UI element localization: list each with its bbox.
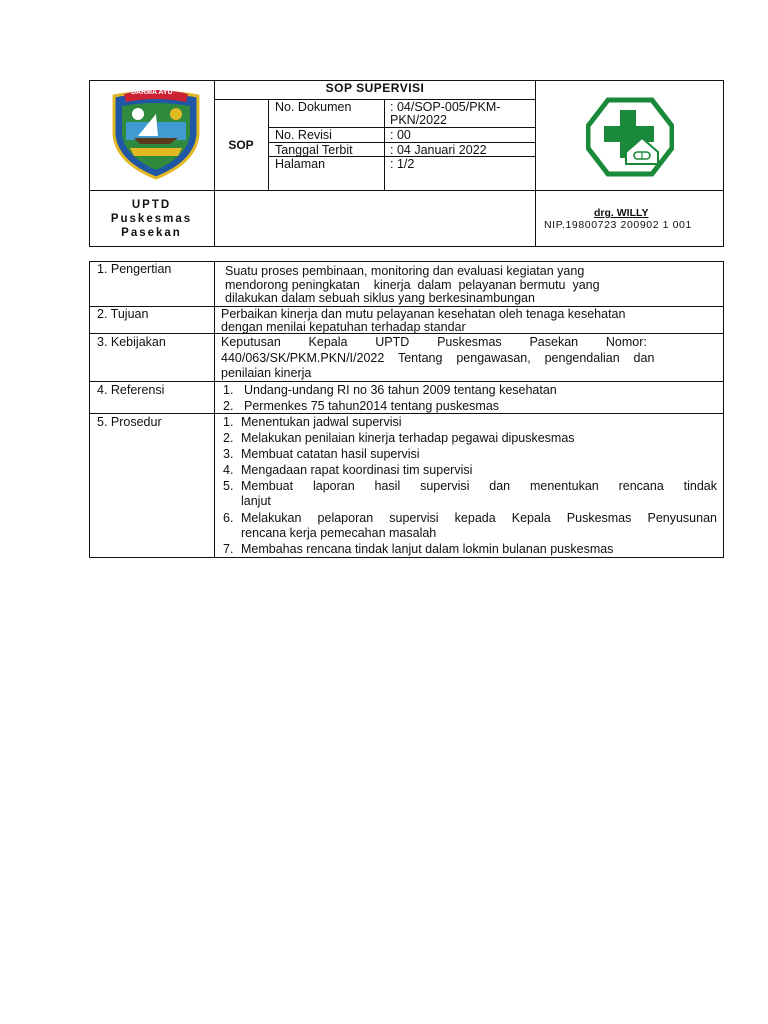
pengertian-line: dilakukan dalam sebuah siklus yang berkesinambungan	[225, 291, 535, 305]
meta-value-terbit: : 04 Januari 2022	[390, 143, 487, 157]
puskesmas-logo-icon	[586, 96, 674, 178]
prosedur-number: 1.	[223, 415, 234, 429]
pengertian-line: Suatu proses pembinaan, monitoring dan evaluasi kegiatan yang	[225, 264, 585, 278]
prosedur-number: 7.	[223, 542, 234, 556]
prosedur-number: 5.	[223, 479, 234, 493]
prosedur-number: 2.	[223, 431, 234, 445]
meta-value-dokumen-cont: PKN/2022	[390, 113, 447, 127]
signer-nip: NIP.19800723 200902 1 001	[544, 219, 692, 231]
meta-label-halaman: Halaman	[275, 157, 326, 171]
tujuan-line: Perbaikan kinerja dan mutu pelayanan kesehatan oleh tenaga kesehatan	[221, 307, 626, 321]
tujuan-line: dengan menilai kepatuhan terhadap standar	[221, 320, 466, 334]
referensi-number: 1.	[223, 383, 234, 397]
prosedur-item: Melakukan pelaporan supervisi kepada Kepala Puskesmas Penyusunan	[241, 511, 717, 525]
prosedur-item-cont: lanjut	[241, 494, 271, 508]
pengertian-line: mendorong peningkatan kinerja dalam pelayanan bermutu yang	[225, 278, 600, 292]
prosedur-number: 6.	[223, 511, 234, 525]
prosedur-item: Membuat laporan hasil supervisi dan menentukan rencana tindak	[241, 479, 717, 493]
meta-value-revisi: : 00	[390, 128, 411, 142]
page-title: SOP SUPERVISI	[325, 81, 425, 95]
emblem-ribbon-text: BARMA AYU	[131, 89, 173, 96]
meta-value-halaman: : 1/2	[390, 157, 415, 171]
referensi-number: 2.	[223, 399, 234, 413]
org-name-line3: Pasekan	[121, 227, 182, 239]
meta-label-terbit: Tanggal Terbit	[275, 143, 353, 157]
sop-label: SOP	[228, 138, 254, 152]
referensi-item: Undang-undang RI no 36 tahun 2009 tentang kesehatan	[244, 383, 557, 397]
prosedur-number: 3.	[223, 447, 234, 461]
section-label-pengertian: 1. Pengertian	[97, 262, 172, 276]
signer-name: drg. WILLY	[594, 207, 649, 219]
prosedur-number: 4.	[223, 463, 234, 477]
section-label-referensi: 4. Referensi	[97, 383, 165, 397]
meta-label-revisi: No. Revisi	[275, 128, 332, 142]
kebijakan-line: 440/063/SK/PKM.PKN/I/2022 Tentang pengawasan, pengendalian dan	[221, 351, 655, 365]
meta-value-dokumen: : 04/SOP-005/PKM-	[390, 100, 501, 114]
prosedur-item: Melakukan penilaian kinerja terhadap pegawai dipuskesmas	[241, 431, 575, 445]
kebijakan-line: Keputusan Kepala UPTD Puskesmas Pasekan Nomor:	[221, 335, 647, 349]
prosedur-item: Menentukan jadwal supervisi	[241, 415, 402, 429]
prosedur-item: Membahas rencana tindak lanjut dalam lokmin bulanan puskesmas	[241, 542, 614, 556]
org-name-line1: UPTD	[131, 199, 172, 211]
section-label-kebijakan: 3. Kebijakan	[97, 335, 166, 349]
section-label-tujuan: 2. Tujuan	[97, 307, 149, 321]
prosedur-item-cont: rencana kerja pemecahan masalah	[241, 526, 437, 540]
prosedur-item: Mengadaan rapat koordinasi tim supervisi	[241, 463, 473, 477]
prosedur-item: Membuat catatan hasil supervisi	[241, 447, 420, 461]
section-label-prosedur: 5. Prosedur	[97, 415, 162, 429]
org-name-line2: Puskesmas	[110, 213, 193, 225]
regency-emblem-icon	[108, 86, 204, 182]
kebijakan-line: penilaian kinerja	[221, 366, 312, 380]
meta-label-dokumen: No. Dokumen	[275, 100, 352, 114]
referensi-item: Permenkes 75 tahun2014 tentang puskesmas	[244, 399, 500, 413]
